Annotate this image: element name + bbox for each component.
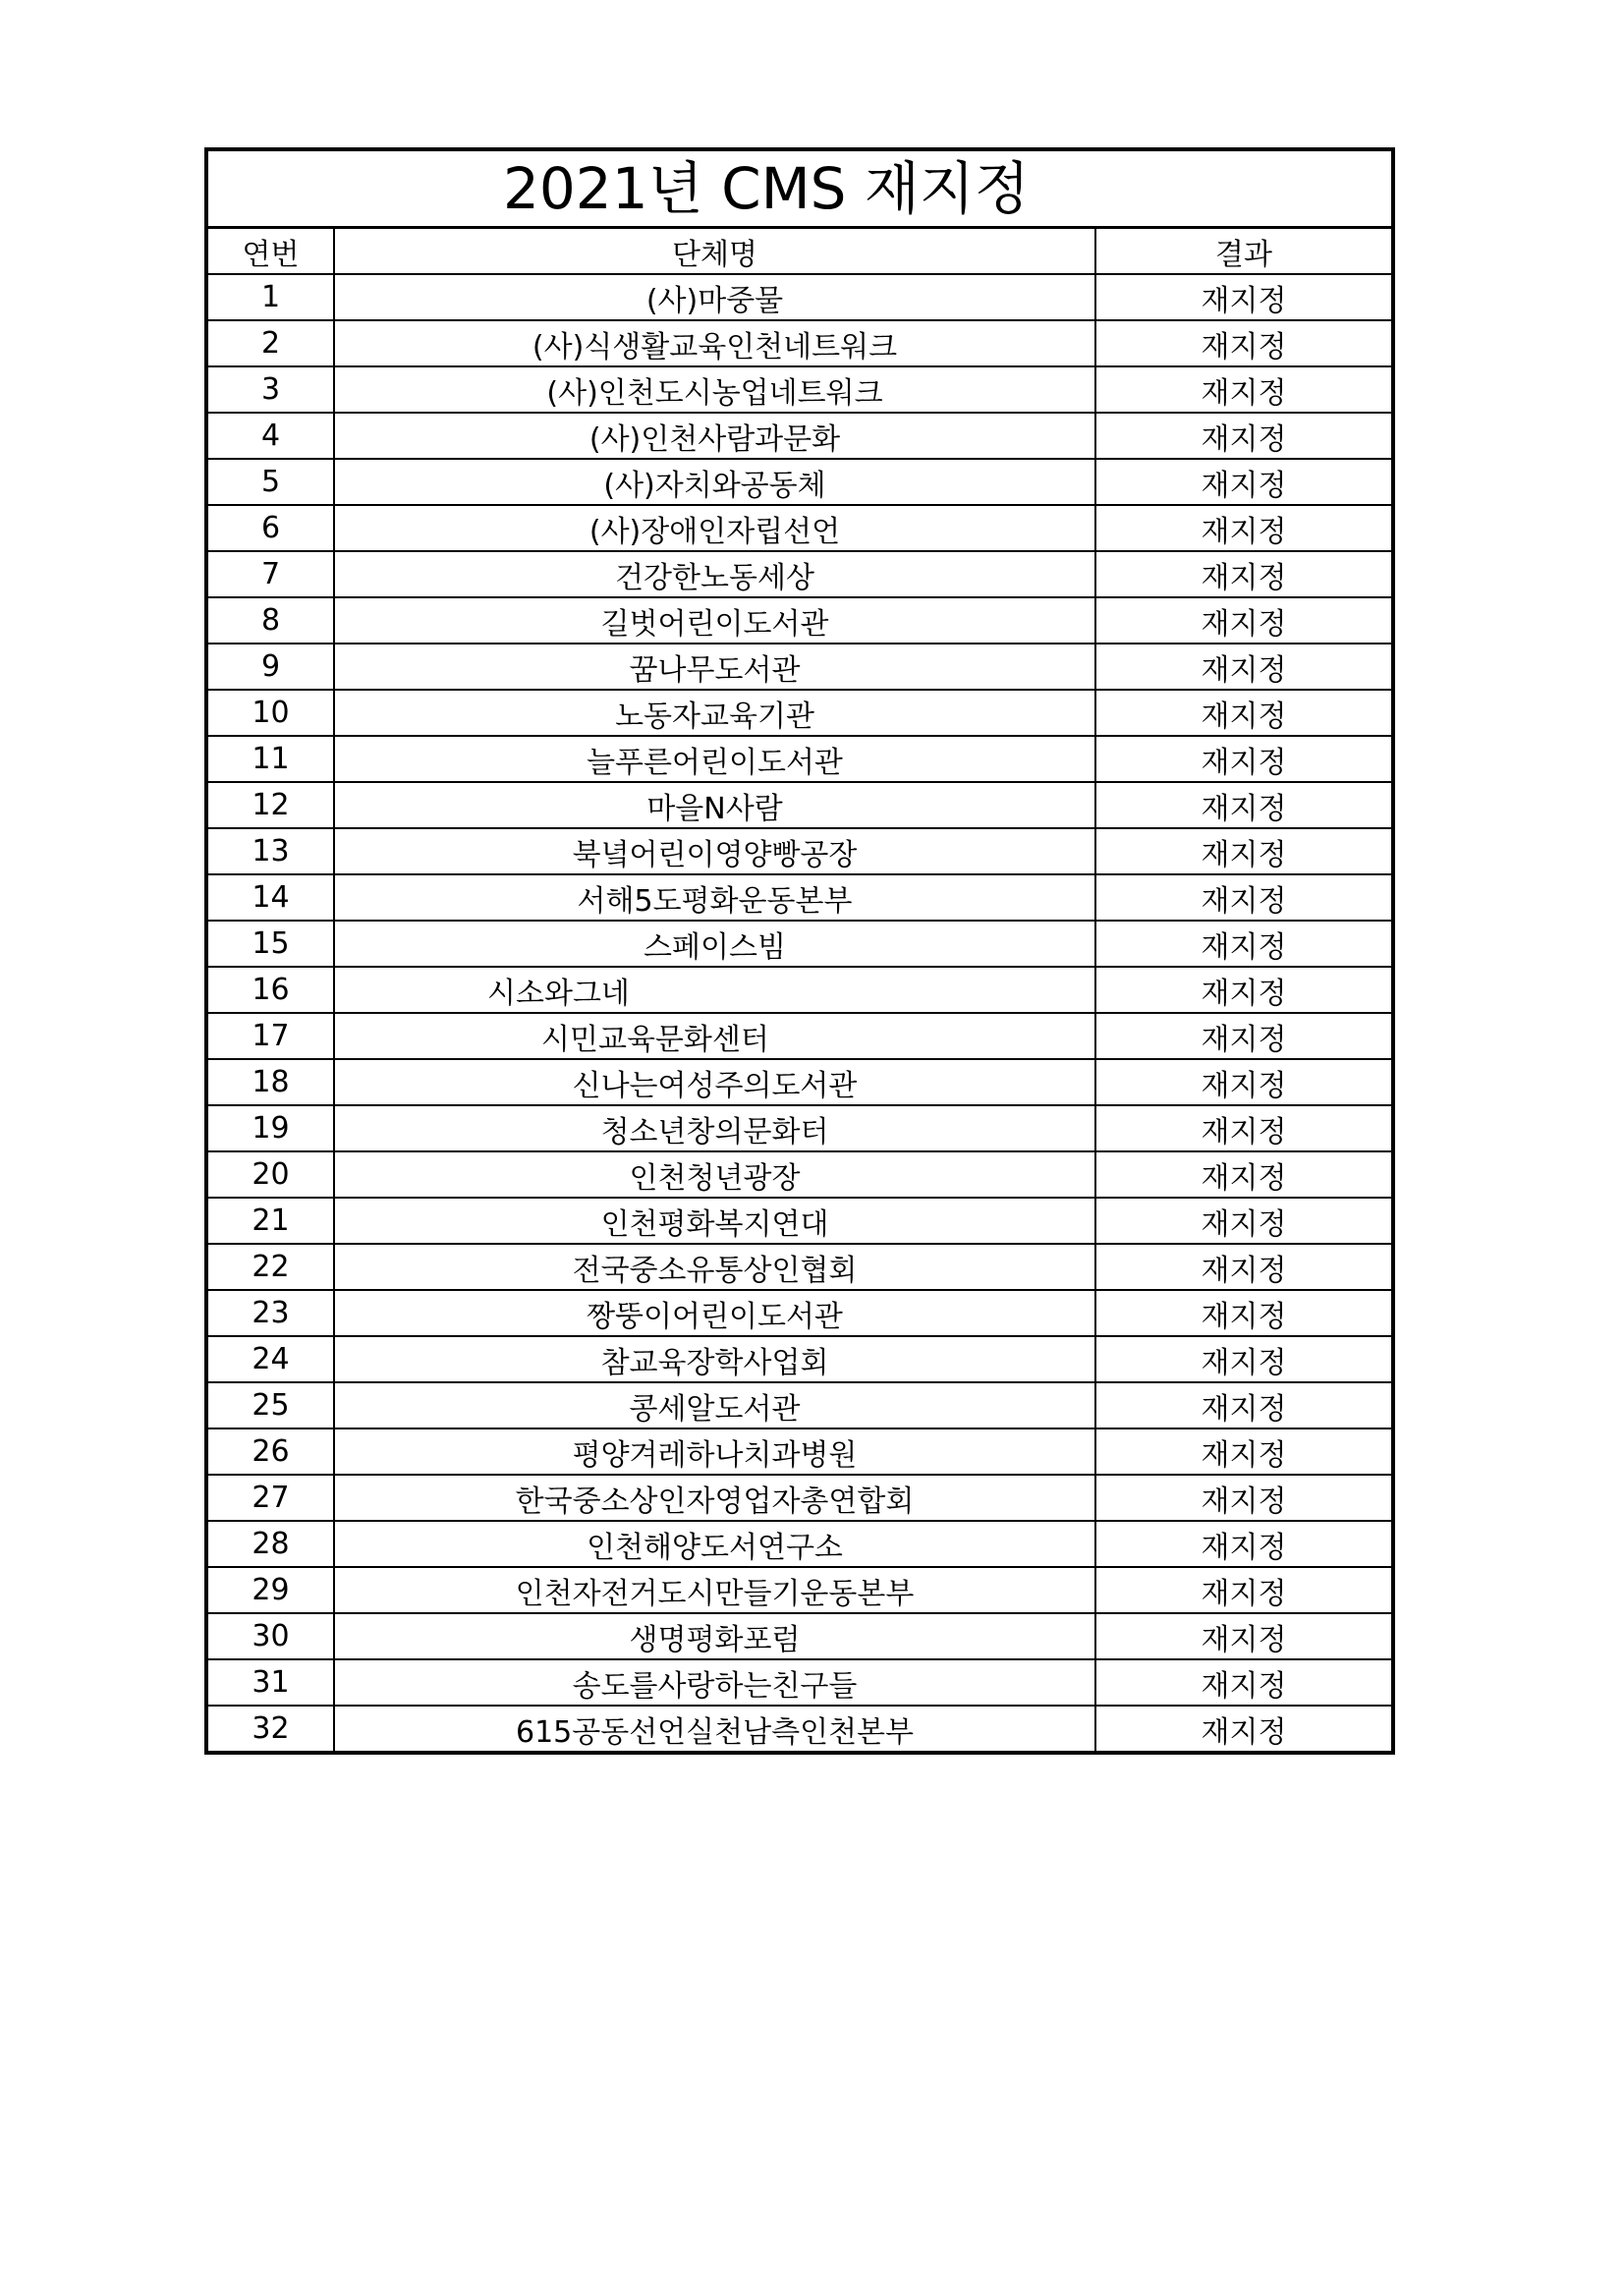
table-row <box>208 1659 1391 1706</box>
result-status: 재지정 <box>1095 1521 1391 1567</box>
result-status: 재지정 <box>1095 413 1391 459</box>
organization-name: 늘푸른어린이도서관 <box>334 736 1095 782</box>
result-status: 재지정 <box>1095 1382 1391 1428</box>
organization-name: 길벗어린이도서관 <box>334 597 1095 644</box>
row-number: 27 <box>208 1475 334 1521</box>
table-row <box>208 551 1391 597</box>
row-number: 3 <box>208 366 334 413</box>
organization-name: 송도를사랑하는친구들 <box>334 1659 1095 1706</box>
table-row <box>208 459 1391 505</box>
table-row <box>208 505 1391 551</box>
table-row <box>208 1475 1391 1521</box>
row-number: 5 <box>208 459 334 505</box>
organization-name: 꿈나무도서관 <box>334 644 1095 690</box>
table-row <box>208 690 1391 736</box>
table-body <box>208 274 1391 1751</box>
organization-name: 노동자교육기관 <box>334 690 1095 736</box>
result-status: 재지정 <box>1095 921 1391 967</box>
organization-name: 신나는여성주의도서관 <box>334 1059 1095 1105</box>
row-number: 8 <box>208 597 334 644</box>
organization-name: 평양겨레하나치과병원 <box>334 1428 1095 1475</box>
row-number: 23 <box>208 1290 334 1336</box>
organization-name: 인천해양도서연구소 <box>334 1521 1095 1567</box>
organization-name: (사)인천사람과문화 <box>334 413 1095 459</box>
table-row <box>208 828 1391 874</box>
organization-name: 청소년창의문화터 <box>334 1105 1095 1151</box>
organization-name: 스페이스빔 <box>334 921 1095 967</box>
result-status: 재지정 <box>1095 1706 1391 1751</box>
table-row <box>208 1428 1391 1475</box>
table-row <box>208 1336 1391 1382</box>
organization-name: 참교육장학사업회 <box>334 1336 1095 1382</box>
result-status: 재지정 <box>1095 874 1391 921</box>
row-number: 10 <box>208 690 334 736</box>
result-status: 재지정 <box>1095 1567 1391 1613</box>
table-row <box>208 967 1391 1013</box>
row-number: 30 <box>208 1613 334 1659</box>
row-number: 13 <box>208 828 334 874</box>
table-row <box>208 1290 1391 1336</box>
row-number: 26 <box>208 1428 334 1475</box>
table-row <box>208 1567 1391 1613</box>
organization-name: 마을N사람 <box>334 782 1095 828</box>
result-status: 재지정 <box>1095 1059 1391 1105</box>
table-row <box>208 782 1391 828</box>
result-status: 재지정 <box>1095 782 1391 828</box>
row-number: 7 <box>208 551 334 597</box>
column-header-number: 연번 <box>208 229 334 274</box>
table-row <box>208 644 1391 690</box>
table-row <box>208 1198 1391 1244</box>
table-row <box>208 1706 1391 1751</box>
row-number: 6 <box>208 505 334 551</box>
table-row <box>208 320 1391 366</box>
result-status: 재지정 <box>1095 1013 1391 1059</box>
organization-name: 전국중소유통상인협회 <box>334 1244 1095 1290</box>
table-row <box>208 1382 1391 1428</box>
organization-name: (사)마중물 <box>334 274 1095 320</box>
result-status: 재지정 <box>1095 1151 1391 1198</box>
result-status: 재지정 <box>1095 644 1391 690</box>
row-number: 11 <box>208 736 334 782</box>
organization-name: 생명평화포럼 <box>334 1613 1095 1659</box>
row-number: 32 <box>208 1706 334 1751</box>
row-number: 17 <box>208 1013 334 1059</box>
table-row <box>208 1013 1391 1059</box>
organization-name: 짱뚱이어린이도서관 <box>334 1290 1095 1336</box>
row-number: 21 <box>208 1198 334 1244</box>
result-status: 재지정 <box>1095 597 1391 644</box>
result-status: 재지정 <box>1095 1613 1391 1659</box>
organization-name: (사)인천도시농업네트워크 <box>334 366 1095 413</box>
row-number: 15 <box>208 921 334 967</box>
result-status: 재지정 <box>1095 1336 1391 1382</box>
table-row <box>208 1151 1391 1198</box>
table-row <box>208 1244 1391 1290</box>
organization-name: 인천청년광장 <box>334 1151 1095 1198</box>
row-number: 18 <box>208 1059 334 1105</box>
row-number: 14 <box>208 874 334 921</box>
table-row <box>208 413 1391 459</box>
result-status: 재지정 <box>1095 366 1391 413</box>
row-number: 29 <box>208 1567 334 1613</box>
row-number: 25 <box>208 1382 334 1428</box>
organization-name: 건강한노동세상 <box>334 551 1095 597</box>
result-status: 재지정 <box>1095 1105 1391 1151</box>
row-number: 16 <box>208 967 334 1013</box>
row-number: 1 <box>208 274 334 320</box>
result-status: 재지정 <box>1095 459 1391 505</box>
organization-name: (사)식생활교육인천네트워크 <box>334 320 1095 366</box>
result-status: 재지정 <box>1095 505 1391 551</box>
column-header-organization: 단체명 <box>334 229 1095 274</box>
result-status: 재지정 <box>1095 736 1391 782</box>
result-status: 재지정 <box>1095 1198 1391 1244</box>
table-row <box>208 1105 1391 1151</box>
result-status: 재지정 <box>1095 690 1391 736</box>
table-row <box>208 736 1391 782</box>
result-status: 재지정 <box>1095 967 1391 1013</box>
table-row <box>208 1059 1391 1105</box>
row-number: 28 <box>208 1521 334 1567</box>
row-number: 19 <box>208 1105 334 1151</box>
organization-name: 서해5도평화운동본부 <box>334 874 1095 921</box>
organization-name: (사)자치와공동체 <box>334 459 1095 505</box>
row-number: 31 <box>208 1659 334 1706</box>
row-number: 2 <box>208 320 334 366</box>
organization-name: 북녘어린이영양빵공장 <box>334 828 1095 874</box>
result-status: 재지정 <box>1095 1659 1391 1706</box>
column-header-result: 결과 <box>1095 229 1391 274</box>
table-row <box>208 274 1391 320</box>
table-row <box>208 874 1391 921</box>
organization-name: 인천자전거도시만들기운동본부 <box>334 1567 1095 1613</box>
result-status: 재지정 <box>1095 1290 1391 1336</box>
organization-name: 615공동선언실천남측인천본부 <box>334 1706 1095 1751</box>
row-number: 9 <box>208 644 334 690</box>
result-status: 재지정 <box>1095 828 1391 874</box>
document-table <box>204 147 1395 1755</box>
result-status: 재지정 <box>1095 274 1391 320</box>
table-header-row <box>208 229 1391 274</box>
row-number: 20 <box>208 1151 334 1198</box>
result-status: 재지정 <box>1095 320 1391 366</box>
table-row <box>208 1613 1391 1659</box>
result-status: 재지정 <box>1095 1428 1391 1475</box>
table-row <box>208 921 1391 967</box>
row-number: 22 <box>208 1244 334 1290</box>
organization-name: (사)장애인자립선언 <box>334 505 1095 551</box>
organization-name: 콩세알도서관 <box>334 1382 1095 1428</box>
row-number: 12 <box>208 782 334 828</box>
organization-table <box>208 229 1391 1751</box>
row-number: 4 <box>208 413 334 459</box>
result-status: 재지정 <box>1095 551 1391 597</box>
organization-name: 한국중소상인자영업자총연합회 <box>334 1475 1095 1521</box>
row-number: 24 <box>208 1336 334 1382</box>
organization-name: 시민교육문화센터 <box>334 1013 1095 1059</box>
table-row <box>208 1521 1391 1567</box>
table-row <box>208 366 1391 413</box>
organization-name: 인천평화복지연대 <box>334 1198 1095 1244</box>
result-status: 재지정 <box>1095 1244 1391 1290</box>
table-row <box>208 597 1391 644</box>
page-title: 2021년 CMS 재지정 <box>208 151 1391 229</box>
result-status: 재지정 <box>1095 1475 1391 1521</box>
organization-name: 시소와그네 <box>334 967 1095 1013</box>
